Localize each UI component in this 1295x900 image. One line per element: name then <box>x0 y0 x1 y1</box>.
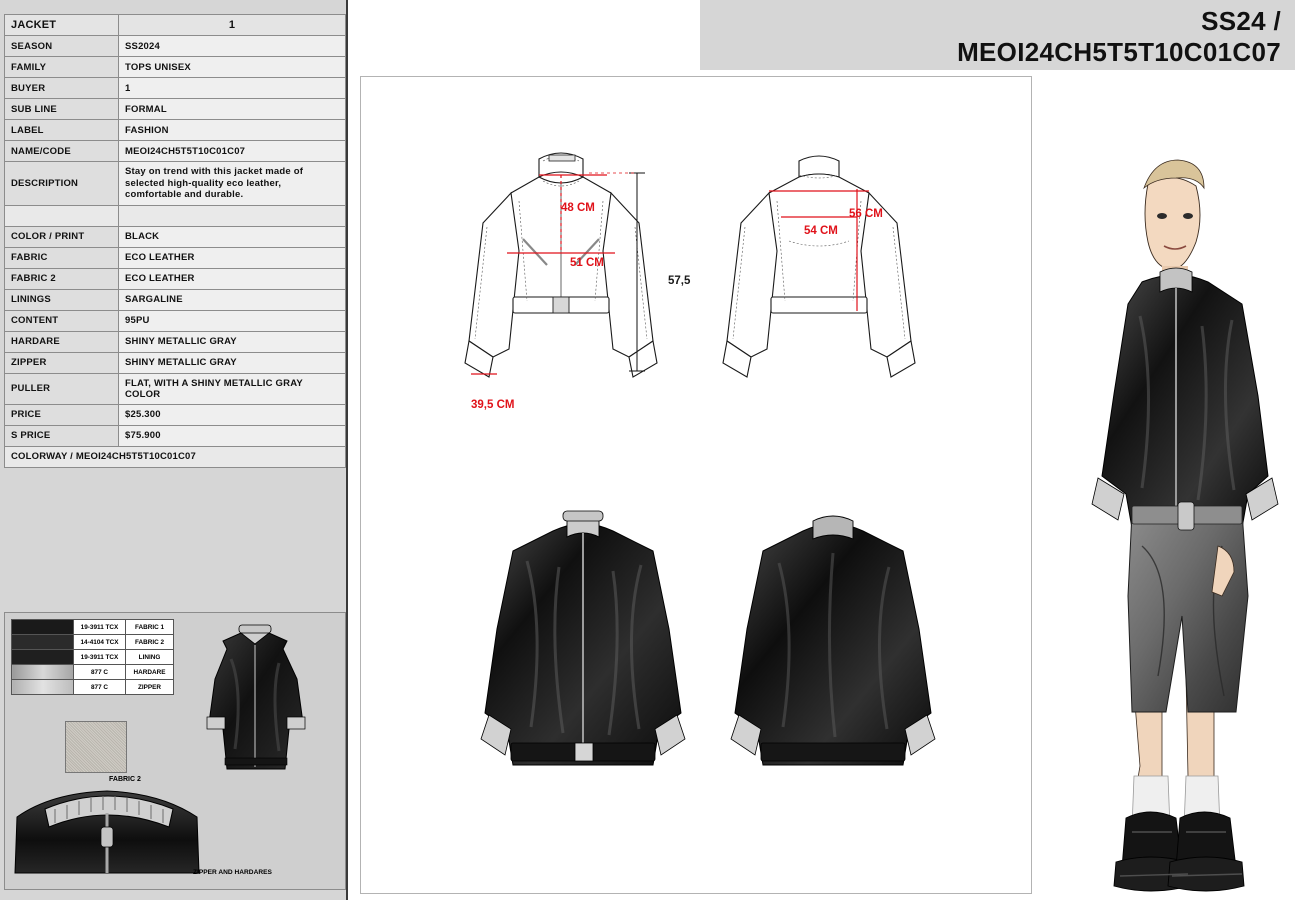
title-line-season: SS24 / <box>1201 6 1281 36</box>
measurement-front-chest: 51 CM <box>570 257 604 269</box>
page-title <box>841 6 1281 67</box>
swatch-row <box>12 635 174 650</box>
swatch-chip-hardare <box>12 665 74 680</box>
measurement-back-chest: 54 CM <box>804 225 838 237</box>
colorway-header-label: COLORWAY / MEOI24CH5T5T10C01C07 <box>5 446 346 467</box>
table-spacer <box>5 205 346 226</box>
table-row <box>5 310 346 331</box>
spec-key-fabric2: FABRIC 2 <box>5 268 119 289</box>
spec-key-family: FAMILY <box>5 57 119 78</box>
colorway-jacket-thumbnail <box>185 619 335 789</box>
spec-key-description: DESCRIPTION <box>5 162 119 206</box>
table-row <box>5 404 346 425</box>
spec-value-content: 95PU <box>119 310 346 331</box>
swatch-code-hardare: 877 C <box>74 665 126 680</box>
spec-key-buyer: BUYER <box>5 78 119 99</box>
table-row <box>5 141 346 162</box>
fabric2-swatch-label: FABRIC 2 <box>109 776 141 783</box>
measurement-front-collar: 48 CM <box>561 202 595 214</box>
swatch-role-fabric1: FABRIC 1 <box>126 620 174 635</box>
spec-key-namecode: NAME/CODE <box>5 141 119 162</box>
table-row <box>5 99 346 120</box>
swatch-code-lining: 19-3911 TCX <box>74 650 126 665</box>
swatch-code-fabric1: 19-3911 TCX <box>74 620 126 635</box>
spec-value-jacket: 1 <box>119 15 346 36</box>
swatch-code-fabric2: 14-4104 TCX <box>74 635 126 650</box>
spec-table <box>4 14 346 468</box>
zipper-hardware-caption: ZIPPER AND HARDARES <box>193 869 272 876</box>
measurement-back-upper: 56 CM <box>849 208 883 220</box>
swatch-code-zipper: 877 C <box>74 680 126 695</box>
swatch-role-zipper: ZIPPER <box>126 680 174 695</box>
collar-zipper-detail-image <box>11 765 211 875</box>
spec-key-jacket: JACKET <box>5 15 119 36</box>
table-row <box>5 162 346 206</box>
swatch-role-fabric2: FABRIC 2 <box>126 635 174 650</box>
table-row <box>5 268 346 289</box>
spec-key-colorprint: COLOR / PRINT <box>5 226 119 247</box>
spec-value-puller: FLAT, WITH A SHINY METALLIC GRAY COLOR <box>119 373 346 404</box>
back-technical-flat <box>719 131 979 431</box>
spec-value-label: FASHION <box>119 120 346 141</box>
swatch-chip-fabric1 <box>12 620 74 635</box>
table-row <box>5 289 346 310</box>
swatch-chip-fabric2 <box>12 635 74 650</box>
table-row-title <box>5 15 346 36</box>
spec-value-zipper: SHINY METALLIC GRAY <box>119 352 346 373</box>
table-row <box>5 247 346 268</box>
spec-value-price: $25.300 <box>119 404 346 425</box>
model-illustration-panel <box>1036 76 1294 894</box>
spec-key-puller: PULLER <box>5 373 119 404</box>
spec-value-sprice: $75.900 <box>119 425 346 446</box>
table-row <box>5 226 346 247</box>
spec-key-season: SEASON <box>5 36 119 57</box>
table-row-colorway <box>5 446 346 467</box>
spec-value-description: Stay on trend with this jacket made of selected high-quality eco leather, comfortable and durable. <box>119 162 346 206</box>
swatch-row <box>12 620 174 635</box>
spec-key-hardare: HARDARE <box>5 331 119 352</box>
spec-value-colorprint: BLACK <box>119 226 346 247</box>
measurement-front-hem: 39,5 CM <box>471 399 515 411</box>
table-row <box>5 331 346 352</box>
title-line-code: MEOI24CH5T5T10C01C07 <box>957 36 1281 67</box>
spec-key-sprice: S PRICE <box>5 425 119 446</box>
spec-sheet-panel <box>0 0 348 900</box>
spec-value-hardare: SHINY METALLIC GRAY <box>119 331 346 352</box>
spec-value-fabric2: ECO LEATHER <box>119 268 346 289</box>
front-rendered-jacket <box>471 497 721 817</box>
table-row <box>5 78 346 99</box>
spec-key-price: PRICE <box>5 404 119 425</box>
spec-key-label: LABEL <box>5 120 119 141</box>
back-rendered-jacket <box>721 497 971 817</box>
table-row <box>5 57 346 78</box>
spec-value-namecode: MEOI24CH5T5T10C01C07 <box>119 141 346 162</box>
table-row <box>5 425 346 446</box>
spec-value-season: SS2024 <box>119 36 346 57</box>
spec-key-linings: LININGS <box>5 289 119 310</box>
spec-key-zipper: ZIPPER <box>5 352 119 373</box>
table-row <box>5 373 346 404</box>
table-row <box>5 352 346 373</box>
swatch-chip-zipper <box>12 680 74 695</box>
model-figure <box>1036 76 1294 894</box>
spec-value-fabric: ECO LEATHER <box>119 247 346 268</box>
swatch-role-hardare: HARDARE <box>126 665 174 680</box>
measurement-front-length: 57,5 <box>668 275 691 287</box>
swatch-row <box>12 650 174 665</box>
spec-key-subline: SUB LINE <box>5 99 119 120</box>
swatch-row <box>12 680 174 695</box>
spec-value-linings: SARGALINE <box>119 289 346 310</box>
technical-drawing-panel <box>360 76 1032 894</box>
spec-value-family: TOPS UNISEX <box>119 57 346 78</box>
spec-value-buyer: 1 <box>119 78 346 99</box>
spec-key-content: CONTENT <box>5 310 119 331</box>
swatch-table <box>11 619 174 695</box>
spec-key-fabric: FABRIC <box>5 247 119 268</box>
swatch-chip-lining <box>12 650 74 665</box>
colorway-panel <box>4 612 346 890</box>
swatch-role-lining: LINING <box>126 650 174 665</box>
table-row <box>5 120 346 141</box>
swatch-row <box>12 665 174 680</box>
spec-value-subline: FORMAL <box>119 99 346 120</box>
table-row <box>5 36 346 57</box>
